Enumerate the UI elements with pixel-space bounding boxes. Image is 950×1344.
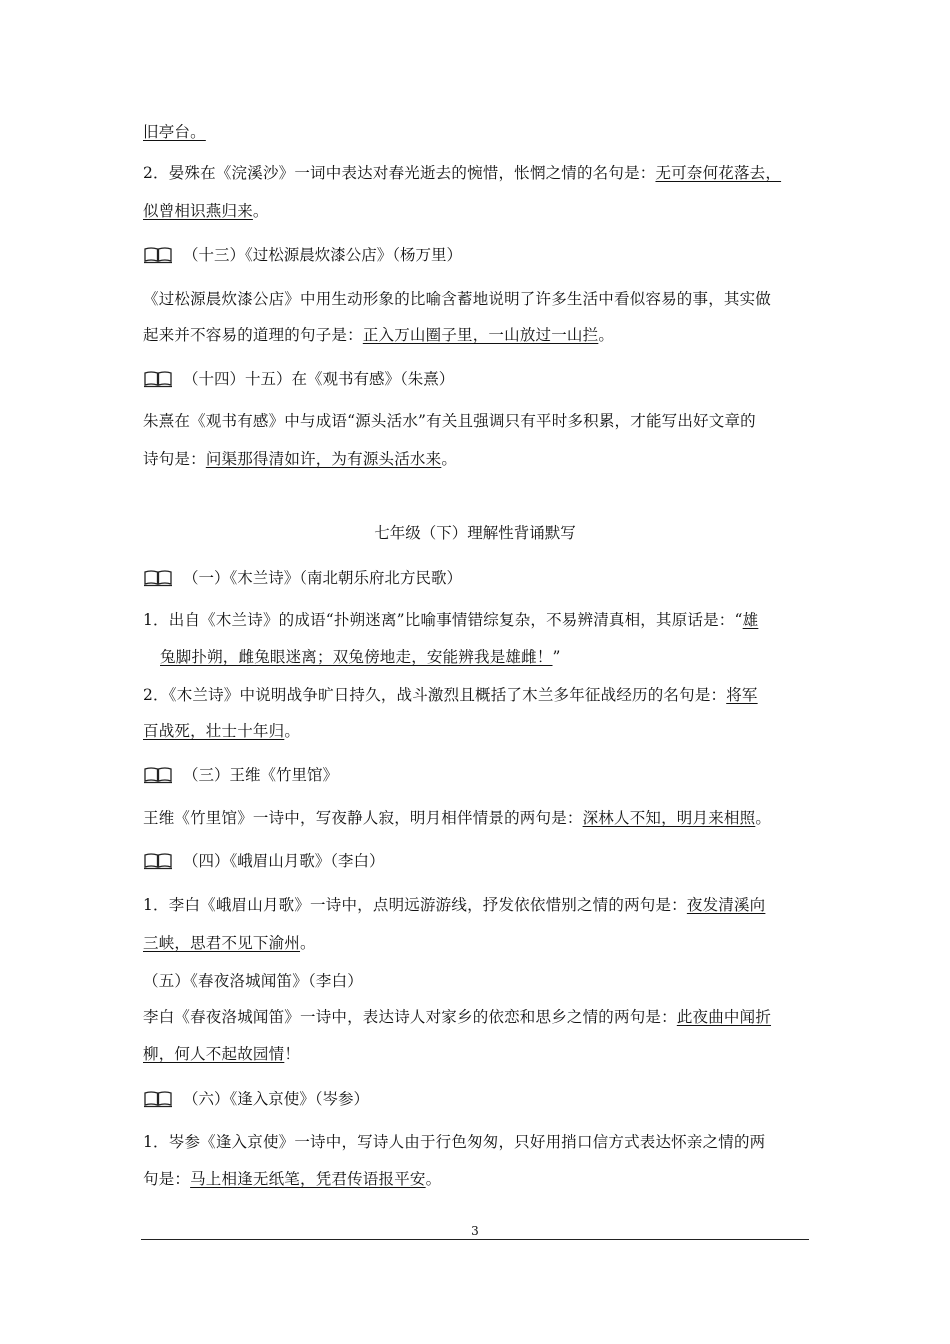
answer-underline: 百战死，壮士十年归 <box>143 722 285 740</box>
answer-underline: 此夜曲中闻折 <box>676 1008 772 1026</box>
book-icon <box>143 1090 173 1108</box>
punctuation: 。 <box>425 1170 442 1188</box>
poem-heading <box>143 566 462 589</box>
answer-underline: 深林人不知，明月来相照 <box>582 809 756 827</box>
punctuation: 。 <box>252 202 269 220</box>
answer-underline: 问渠那得清如许，为有源头活水来 <box>205 450 442 468</box>
heading-text: （四）《峨眉山月歌》（李白） <box>183 852 385 870</box>
poem-heading <box>143 1087 369 1110</box>
book-icon <box>143 852 173 870</box>
poem-heading <box>143 849 385 872</box>
poem-heading <box>143 970 363 992</box>
question-text: 诗句是： <box>143 450 206 468</box>
question-text: 朱熹在《观书有感》中与成语“源头活水”有关且强调只有平时多积累，才能写出好文章的 <box>143 412 756 430</box>
answer-underline: 似曾相识燕归来 <box>143 202 253 220</box>
text-line <box>143 720 300 742</box>
text-line <box>143 807 771 829</box>
text-line <box>143 1043 300 1065</box>
question-text: 王维《竹里馆》一诗中，写夜静人寂，明月相伴情景的两句是： <box>143 809 583 827</box>
book-icon <box>143 766 173 784</box>
answer-underline: 三峡，思君不见下渝州 <box>143 934 301 952</box>
heading-text: （十四）十五）在《观书有感》（朱熹） <box>183 370 455 388</box>
answer-underline: 夜发清溪向 <box>686 896 766 914</box>
text-line <box>143 932 316 954</box>
text-line <box>143 1131 765 1153</box>
answer-underline: 无可奈何花落去， <box>655 164 782 182</box>
answer-underline: 旧亭台。 <box>143 123 206 141</box>
answer-underline: 雄 <box>742 611 759 629</box>
heading-text: （十三）《过松源晨炊漆公店》（杨万里） <box>183 246 463 264</box>
poem-heading <box>143 367 454 390</box>
answer-underline: 将军 <box>726 686 758 704</box>
footer-divider <box>141 1239 809 1240</box>
text-line <box>143 324 614 346</box>
question-text: 李白《春夜洛城闻笛》一诗中，表达诗人对家乡的依恋和思乡之情的两句是： <box>143 1008 677 1026</box>
poem-heading <box>143 243 462 266</box>
punctuation: 。 <box>441 450 458 468</box>
punctuation: 。 <box>755 809 772 827</box>
text-line <box>143 288 771 310</box>
punctuation: 。 <box>300 934 316 952</box>
book-icon <box>143 569 173 587</box>
book-icon <box>143 246 173 264</box>
text-line <box>143 410 756 432</box>
book-icon <box>143 370 173 388</box>
answer-underline: 柳，何人不起故园情 <box>143 1045 285 1063</box>
punctuation: ” <box>552 648 561 666</box>
text-line <box>143 200 269 222</box>
question-text: 1．出自《木兰诗》的成语“扑朔迷离”比喻事情错综复杂，不易辨清真相，其原话是：“ <box>143 611 743 629</box>
section-title: 七年级（下）理解性背诵默写 <box>374 524 576 542</box>
text-line <box>143 1006 771 1028</box>
text-line <box>143 609 758 631</box>
question-text: 1．岑参《逢入京使》一诗中，写诗人由于行色匆匆，只好用捎口信方式表达怀亲之情的两 <box>143 1133 766 1151</box>
punctuation: ！ <box>284 1045 301 1063</box>
question-text: 起来并不容易的道理的句子是： <box>143 326 363 344</box>
heading-text: （五）《春夜洛城闻笛》（李白） <box>143 972 364 990</box>
punctuation: 。 <box>284 722 301 740</box>
text-line <box>143 448 457 470</box>
heading-text: （一）《木兰诗》（南北朝乐府北方民歌） <box>183 569 463 587</box>
text-line <box>143 1168 441 1190</box>
answer-underline: 正入万山圈子里，一山放过一山拦 <box>362 326 599 344</box>
question-text: 2．《木兰诗》中说明战争旷日持久，战斗激烈且概括了木兰多年征战经历的名句是： <box>143 686 727 704</box>
text-line <box>143 121 206 143</box>
answer-underline: 马上相逢无纸笔，凭君传语报平安 <box>190 1170 426 1188</box>
question-text: 2．晏殊在《浣溪沙》一词中表达对春光逝去的惋惜，怅惘之情的名句是： <box>143 164 656 182</box>
page-number: 3 <box>471 1224 479 1238</box>
answer-underline: 兔脚扑朔，雌兔眼迷离；双兔傍地走，安能辨我是雄雌！ <box>160 648 553 666</box>
text-line <box>143 894 765 916</box>
question-text: 句是： <box>143 1170 191 1188</box>
text-line <box>143 684 758 706</box>
heading-text: （六）《逢入京使》（岑参） <box>183 1090 370 1108</box>
question-text: 《过松源晨炊漆公店》中用生动形象的比喻含蓄地说明了许多生活中看似容易的事，其实做 <box>143 290 772 308</box>
question-text: 1．李白《峨眉山月歌》一诗中，点明远游游线，抒发依依惜别之情的两句是： <box>143 896 687 914</box>
text-line <box>143 162 781 184</box>
text-line <box>160 646 561 668</box>
punctuation: 。 <box>598 326 615 344</box>
heading-text: （三）王维《竹里馆》 <box>183 766 339 784</box>
poem-heading <box>143 763 338 786</box>
